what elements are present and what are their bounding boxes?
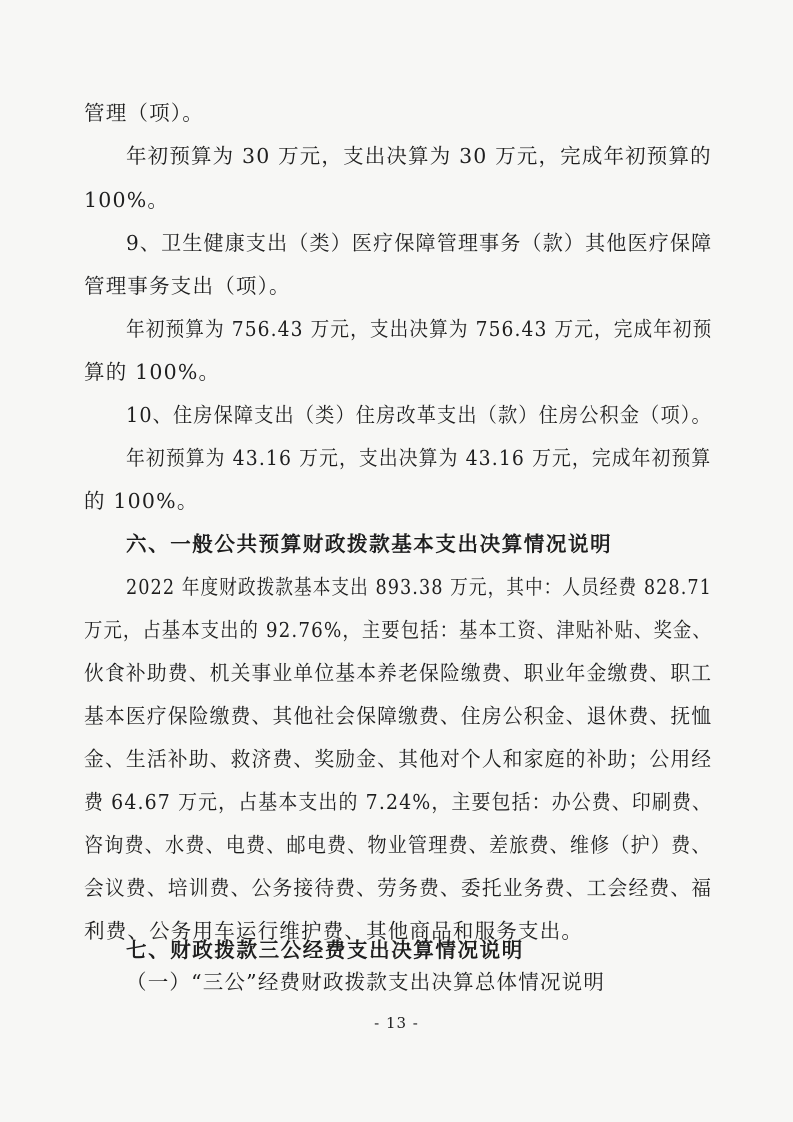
text-line: 会议费、培训费、公务接待费、劳务费、委托业务费、工会经费、福: [84, 876, 713, 900]
text-line: 管理（项）。: [84, 101, 204, 125]
text-line: 年初预算为 756.43 万元，支出决算为 756.43 万元，完成年初预: [126, 317, 713, 341]
text-line: 2022 年度财政拨款基本支出 893.38 万元，其中：人员经费 828.71: [126, 575, 712, 599]
text-line: 伙食补助费、机关事业单位基本养老保险缴费、职业年金缴费、职工: [84, 661, 713, 685]
text-line: 费 64.67 万元，占基本支出的 7.24%，主要包括：办公费、印刷费、: [84, 790, 713, 814]
text-line: 10、住房保障支出（类）住房改革支出（款）住房公积金（项）。: [126, 403, 712, 427]
page-number: - 13 -: [374, 1014, 419, 1032]
text-line: 年初预算为 30 万元，支出决算为 30 万元，完成年初预算的: [126, 144, 712, 168]
text-line: 100%。: [84, 188, 170, 212]
text-line: 算的 100%。: [84, 360, 221, 384]
subsection-heading: （一）“三公”经费财政拨款支出决算总体情况说明: [126, 970, 606, 994]
section-heading: 七、财政拨款三公经费支出决算情况说明: [126, 938, 524, 962]
section-heading: 六、一般公共预算财政拨款基本支出决算情况说明: [126, 532, 613, 556]
text-line: 利费、公务用车运行维护费、其他商品和服务支出。: [84, 919, 584, 943]
text-line: 管理事务支出（项）。: [84, 274, 291, 298]
text-line: 金、生活补助、救济费、奖励金、其他对个人和家庭的补助；公用经: [84, 747, 713, 771]
text-line: 万元，占基本支出的 92.76%，主要包括：基本工资、津贴补贴、奖金、: [84, 618, 712, 642]
text-line: 年初预算为 43.16 万元，支出决算为 43.16 万元，完成年初预算: [126, 446, 712, 470]
text-line: 的 100%。: [84, 489, 199, 513]
text-line: 9、卫生健康支出（类）医疗保障管理事务（款）其他医疗保障: [126, 231, 713, 255]
text-line: 咨询费、水费、电费、邮电费、物业管理费、差旅费、维修（护）费、: [84, 833, 712, 857]
text-line: 基本医疗保险缴费、其他社会保障缴费、住房公积金、退休费、抚恤: [84, 704, 713, 728]
